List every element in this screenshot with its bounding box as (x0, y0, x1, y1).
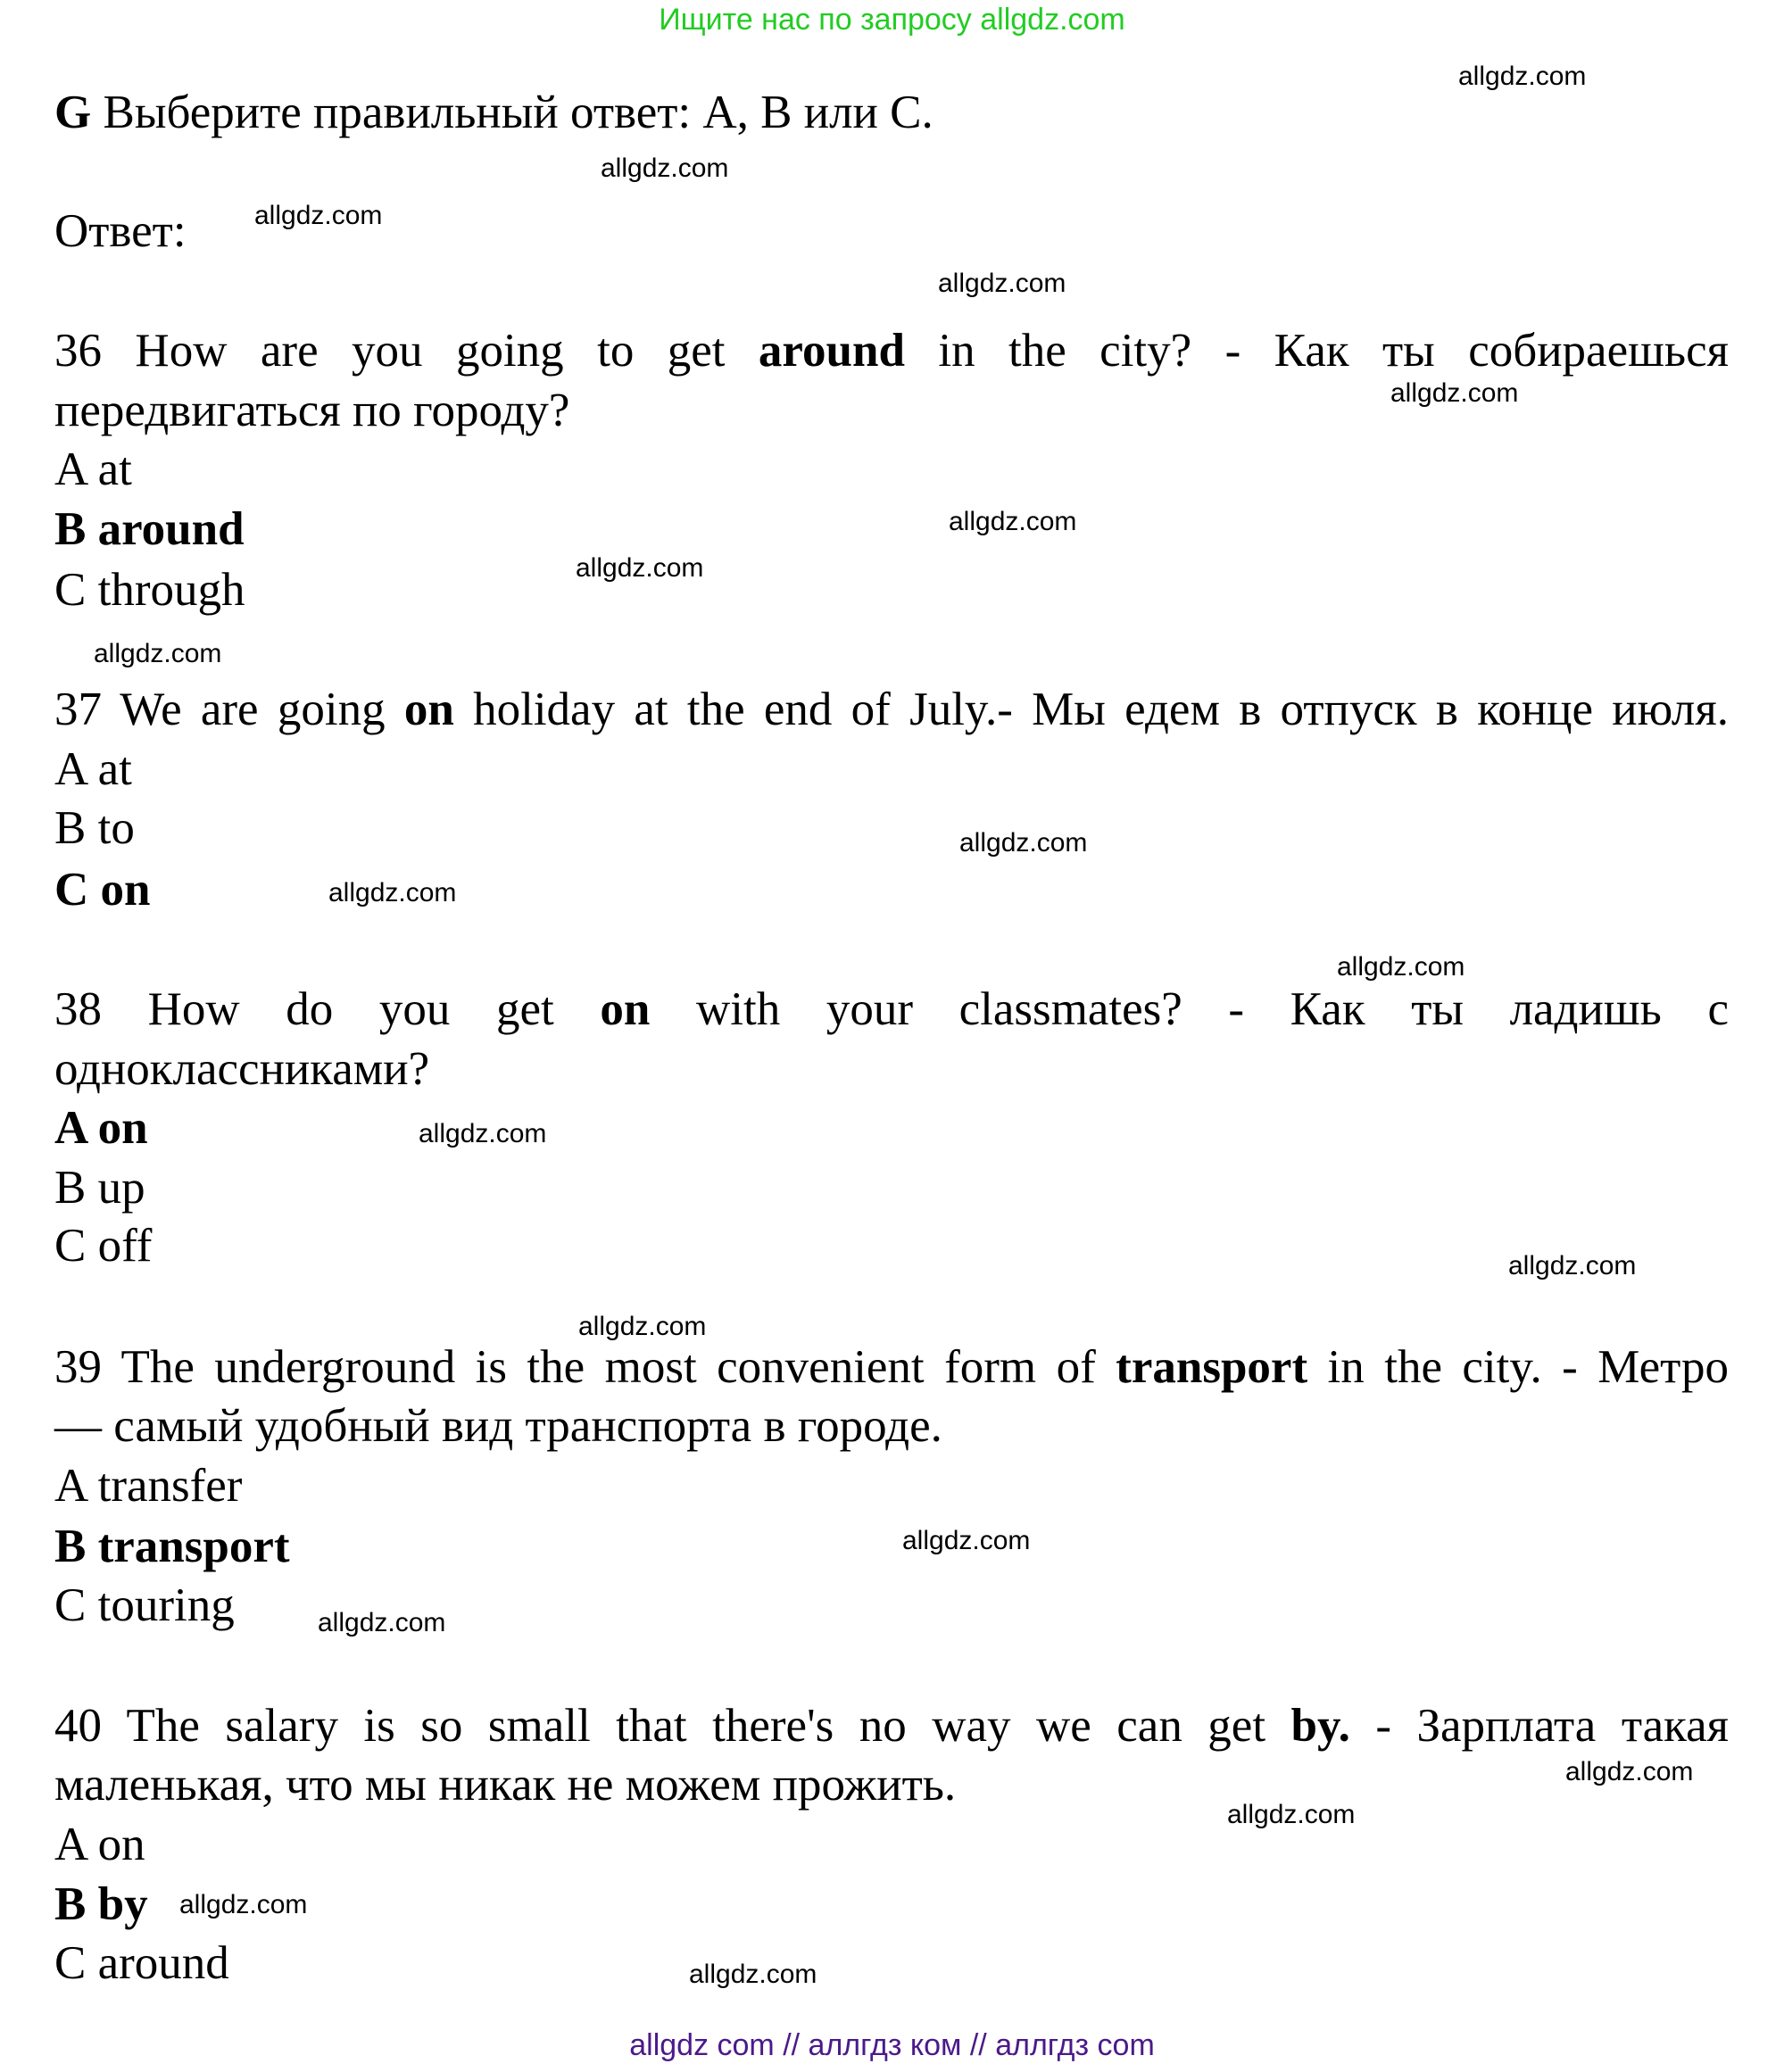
text-line (54, 1456, 242, 1515)
watermark: allgdz.com (328, 878, 457, 908)
watermark: allgdz.com (419, 1119, 547, 1148)
answer-highlight: transport (1116, 1341, 1308, 1393)
text-segment: Ответ: (54, 205, 187, 257)
text-segment: C around (54, 1937, 229, 1989)
watermark: allgdz.com (179, 1890, 308, 1919)
text-segment: in the city? - Как ты собираешься (904, 325, 1729, 377)
answer-highlight: around (758, 325, 905, 377)
watermark: allgdz.com (1227, 1800, 1356, 1829)
footer-banner: allgdz com // аллгдз ком // аллгдз com (629, 2028, 1155, 2062)
text-segment: B up (54, 1162, 145, 1214)
text-segment: C through (54, 564, 245, 616)
text-line (54, 1696, 1729, 1755)
text-segment: in the city. - Метро (1307, 1341, 1729, 1393)
watermark: allgdz.com (94, 639, 222, 668)
text-segment: Выберите правильный ответ: А, В или С. (91, 87, 933, 138)
text-line (54, 1755, 956, 1814)
text-line (54, 83, 933, 142)
text-segment: C touring (54, 1579, 235, 1631)
answer-highlight: C on (54, 864, 151, 916)
text-segment: одноклассниками? (54, 1043, 430, 1095)
text-line (54, 500, 245, 559)
watermark: allgdz.com (601, 153, 729, 183)
text-segment: маленькая, что мы никак не можем прожить. (54, 1759, 957, 1811)
text-line (54, 381, 569, 440)
watermark: allgdz.com (578, 1312, 707, 1341)
watermark: allgdz.com (1565, 1757, 1694, 1786)
text-segment: holiday at the end of July.- Мы едем в отпуск в конце июля. (453, 684, 1729, 735)
answer-highlight: A on (54, 1102, 148, 1154)
answer-highlight: B by (54, 1878, 148, 1930)
answer-highlight: by. (1290, 1700, 1350, 1752)
watermark: allgdz.com (254, 201, 383, 230)
watermark: allgdz.com (1337, 952, 1465, 982)
text-line (54, 1815, 145, 1874)
text-line (54, 860, 151, 919)
text-line (54, 1098, 148, 1157)
text-segment: 37 We are going (54, 684, 404, 735)
text-line (54, 321, 1729, 380)
watermark: allgdz.com (959, 828, 1088, 858)
text-line (54, 560, 245, 619)
text-segment: A at (54, 743, 132, 795)
text-segment: передвигаться по городу? (54, 385, 570, 436)
text-line (54, 980, 1729, 1039)
text-segment: — самый удобный вид транспорта в городе. (54, 1400, 942, 1452)
watermark: allgdz.com (902, 1526, 1031, 1555)
text-line (54, 202, 187, 261)
text-line (54, 1397, 942, 1455)
text-line (54, 680, 1729, 739)
text-segment: C off (54, 1220, 153, 1272)
watermark: allgdz.com (949, 507, 1077, 536)
text-line (54, 1158, 145, 1217)
text-line (54, 1517, 290, 1576)
text-line (54, 1040, 429, 1098)
search-banner: Ищите нас по запросу allgdz.com (659, 3, 1125, 37)
answer-highlight: G (54, 87, 92, 138)
text-segment: 38 How do you get (54, 983, 601, 1035)
watermark: allgdz.com (576, 553, 704, 583)
text-line (54, 1934, 229, 1993)
text-line (54, 1875, 148, 1934)
watermark: allgdz.com (1390, 378, 1519, 408)
text-segment: 39 The underground is the most convenient form of (54, 1341, 1116, 1393)
watermark: allgdz.com (938, 269, 1066, 298)
answer-highlight: on (403, 684, 454, 735)
text-segment: A transfer (54, 1460, 243, 1512)
answer-highlight: on (600, 983, 651, 1035)
watermark: allgdz.com (689, 1960, 817, 1989)
watermark: allgdz.com (1508, 1251, 1637, 1280)
text-segment: B to (54, 802, 135, 854)
text-segment: A at (54, 443, 132, 495)
text-segment: 36 How are you going to get (54, 325, 759, 377)
text-line (54, 440, 132, 499)
text-segment: - Зарплата такая (1349, 1700, 1729, 1752)
text-line (54, 1338, 1729, 1397)
text-line (54, 740, 132, 799)
answer-highlight: B transport (54, 1521, 290, 1572)
text-line (54, 1216, 152, 1275)
watermark: allgdz.com (1458, 62, 1587, 91)
text-segment: A on (54, 1819, 145, 1870)
text-segment: 40 The salary is so small that there's no way we can get (54, 1700, 1291, 1752)
watermark: allgdz.com (318, 1608, 446, 1637)
text-line (54, 799, 135, 858)
text-segment: with your classmates? - Как ты ладишь с (650, 983, 1729, 1035)
answer-highlight: B around (54, 503, 245, 555)
text-line (54, 1576, 235, 1635)
